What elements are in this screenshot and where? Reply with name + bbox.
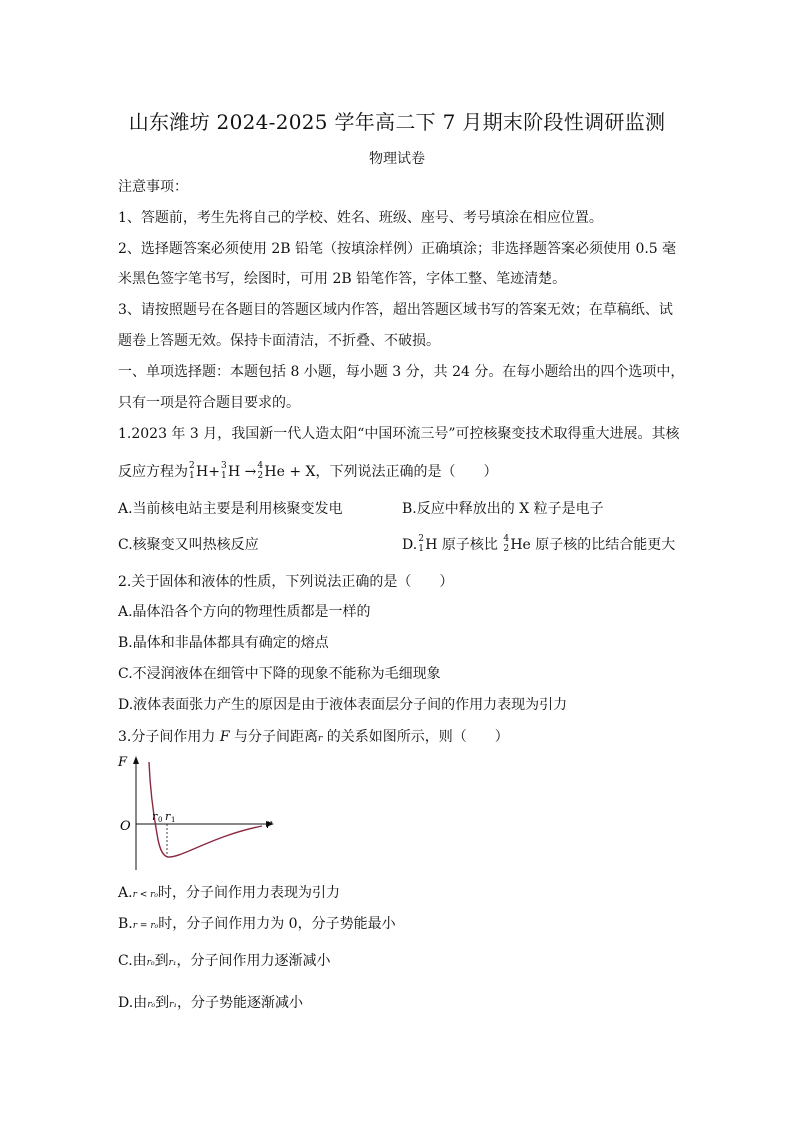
notice-item-3-line-1: 3、请按照题号在各题目的答题区域内作答，超出答题区域书写的答案无效；在草稿纸、试 [118, 302, 673, 318]
q1-option-d-prefix: D. [402, 537, 418, 553]
eq-plus-2: + [289, 464, 302, 480]
eq-charge-1: 1 [189, 471, 195, 481]
graph-label-o: O [120, 819, 131, 834]
optd-mass-2: 4 [503, 534, 510, 544]
optd-nuclide-1-scripts [417, 536, 425, 554]
notice-item-2-line-2: 米黑色签字笔书写，绘图时，可用 2B 铅笔作答，字体工整、笔迹清楚。 [118, 271, 567, 287]
q1-stem-prefix: 反应方程为 [118, 464, 188, 480]
q1-option-d [402, 536, 675, 554]
eq-plus-1: + [208, 464, 220, 480]
q1-option-c: C.核聚变又叫热核反应 [118, 537, 259, 553]
q3-option-d-to: r₁ [169, 1000, 178, 1010]
notice-heading: 注意事项： [118, 179, 188, 195]
eq-mass-3: 4 [257, 461, 264, 471]
optd-nuclide-2-scripts [502, 536, 510, 554]
q3-stem-prefix: 3.分子间作用力 [118, 729, 220, 745]
eq-nuclide-1-scripts [188, 463, 196, 481]
notice-item-3-line-2: 题卷上答题无效。保持卡面清洁，不折叠、不破损。 [118, 333, 440, 349]
q1-option-a: A.当前核电站主要是利用核聚变发电 [118, 501, 343, 517]
eq-symbol-1: H [196, 464, 209, 480]
eq-mass-1: 2 [189, 461, 195, 471]
q2-option-c: C.不浸润液体在细管中下降的现象不能称为毛细现象 [118, 666, 441, 682]
eq-symbol-2: H [227, 464, 241, 480]
q3-option-d-suffix: ，分子势能逐渐减小 [177, 995, 304, 1011]
q1-option-d-suffix: 原子核的比结合能更大 [530, 537, 676, 553]
eq-arrow: → [244, 464, 257, 480]
q3-stem-symbol-f: F [219, 729, 230, 745]
q2-option-a: A.晶体沿各个方向的物理性质都是一样的 [118, 604, 371, 620]
q3-option-d-from: r₀ [147, 1000, 156, 1010]
eq-symbol-3: He [264, 464, 285, 480]
q1-option-d-middle: 原子核比 [437, 537, 503, 553]
q2-option-b: B.晶体和非晶体都具有确定的熔点 [118, 635, 329, 651]
q3-option-c [118, 952, 678, 972]
q1-stem-line-2 [118, 463, 678, 481]
graph-label-f: F [118, 755, 128, 770]
section-1-line-1: 一、单项选择题：本题包括 8 小题，每小题 3 分，共 24 分。在每小题给出的四个选项中， [118, 364, 685, 380]
graph-label-r1: r [165, 810, 171, 823]
graph-label-r: r [266, 817, 272, 831]
q3-option-a [118, 884, 678, 904]
eq-nuclide-3-scripts [256, 463, 264, 481]
page-title: 山东潍坊 2024-2025 学年高二下 7 月期末阶段性调研监测 [128, 110, 666, 134]
eq-nuclide-2-scripts [220, 463, 228, 481]
q3-option-c-to: r₁ [168, 958, 177, 968]
force-distance-graph [112, 752, 282, 874]
q1-equation [188, 461, 316, 481]
q3-stem [118, 728, 678, 748]
optd-charge-2: 2 [503, 544, 510, 554]
q3-option-b-prefix: B. [118, 916, 133, 932]
eq-charge-2: 1 [220, 471, 227, 481]
q1-stem-line-1: 1.2023 年 3 月，我国新一代人造太阳“中国环流三号”可控核聚变技术取得重大进展。其核 [118, 426, 680, 442]
notice-item-2-line-1: 2、选择题答案必须使用 2B 铅笔（按填涂样例）正确填涂；非选择题答案必须使用 0.5 毫 [118, 241, 677, 257]
q3-option-d [118, 994, 678, 1014]
q2-option-d: D.液体表面张力产生的原因是由于液体表面层分子间的作用力表现为引力 [118, 697, 568, 713]
q3-option-a-prefix: A. [118, 885, 133, 901]
q3-option-b [118, 915, 678, 935]
q3-option-a-expression: r < r₀ [132, 890, 159, 900]
q3-option-c-from: r₀ [146, 958, 155, 968]
q3-stem-suffix: 的关系如图所示，则（ ） [322, 729, 509, 745]
q3-option-c-middle: 到 [154, 953, 169, 969]
q1-option-b: B.反应中释放出的 X 粒子是电子 [402, 501, 604, 517]
q3-option-d-middle: 到 [155, 995, 170, 1011]
section-1-line-2: 只有一项是符合题目要求的。 [118, 395, 300, 411]
q3-option-c-suffix: ，分子间作用力逐渐减小 [176, 953, 331, 969]
q3-option-b-expression: r = r₀ [132, 921, 159, 931]
q2-stem: 2.关于固体和液体的性质，下列说法正确的是（ ） [118, 574, 454, 590]
optd-symbol-1: H [425, 537, 438, 553]
q1-stem-suffix: ，下列说法正确的是（ ） [315, 464, 498, 480]
graph-label-r0-subscript: 0 [158, 816, 163, 824]
optd-mass-1: 2 [418, 534, 424, 544]
optd-charge-1: 1 [418, 544, 424, 554]
q3-option-c-prefix: C.由 [118, 953, 147, 969]
eq-symbol-x: X [305, 464, 316, 480]
eq-mass-2: 3 [220, 461, 227, 471]
q3-option-b-suffix: 时，分子间作用力为 0，分子势能最小 [158, 916, 396, 932]
graph-label-r0: r [152, 810, 158, 823]
eq-charge-3: 2 [257, 471, 264, 481]
graph-label-r1-subscript: 1 [171, 816, 176, 824]
q3-option-a-suffix: 时，分子间作用力表现为引力 [158, 885, 341, 901]
notice-item-1: 1、答题前，考生先将自己的学校、姓名、班级、座号、考号填涂在相应位置。 [118, 210, 603, 226]
q3-stem-middle: 与分子间距离 [229, 729, 318, 745]
f-axis-arrow [133, 756, 139, 764]
q3-stem-symbol-r: r [317, 734, 323, 744]
optd-symbol-2: He [510, 537, 531, 553]
q3-option-d-prefix: D.由 [118, 995, 148, 1011]
page-subtitle: 物理试卷 [369, 151, 425, 167]
